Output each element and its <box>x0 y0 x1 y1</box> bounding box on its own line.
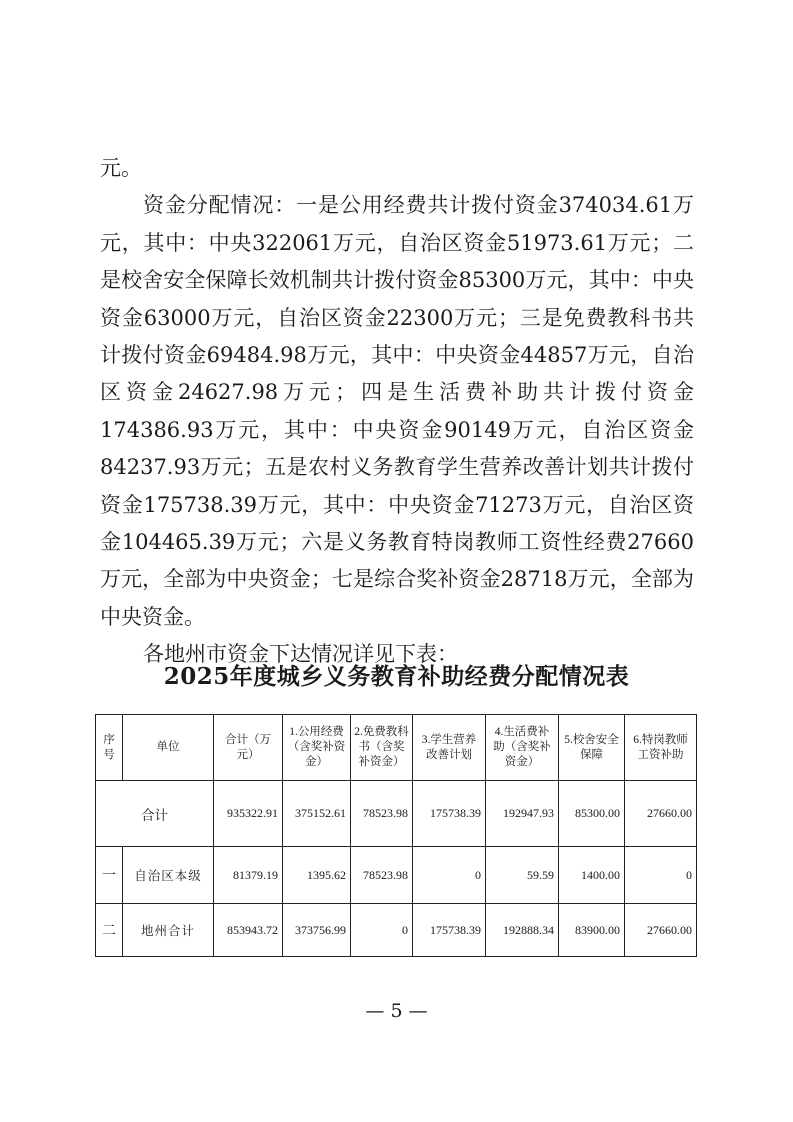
row-cell-nutrition-plan: 0 <box>413 847 486 904</box>
body-text <box>100 150 694 674</box>
page-number: — 5 — <box>365 1000 428 1022</box>
table-row <box>96 847 697 904</box>
table-row-total <box>96 781 697 847</box>
row-index: 一 <box>96 847 123 904</box>
table-header-row <box>96 715 697 781</box>
row-unit: 自治区本级 <box>123 847 214 904</box>
table-title: 2025年度城乡义务教育补助经费分配情况表 <box>163 663 630 690</box>
total-cell-nutrition-plan: 175738.39 <box>413 781 486 847</box>
header-nutrition-plan: 3.学生营养改善计划 <box>413 715 486 781</box>
row-cell-total: 853943.72 <box>214 904 283 957</box>
row-cell-free-textbooks: 0 <box>351 904 413 957</box>
total-cell-total: 935322.91 <box>214 781 283 847</box>
header-unit: 单位 <box>123 715 214 781</box>
total-cell-free-textbooks: 78523.98 <box>351 781 413 847</box>
row-unit: 地州合计 <box>123 904 214 957</box>
row-cell-school-safety: 1400.00 <box>559 847 625 904</box>
table-row <box>96 904 697 957</box>
header-special-teacher-pay: 6.特岗教师工资补助 <box>625 715 697 781</box>
total-cell-living-subsidy: 192947.93 <box>486 781 559 847</box>
total-label: 合计 <box>96 781 214 847</box>
row-cell-living-subsidy: 59.59 <box>486 847 559 904</box>
row-index: 二 <box>96 904 123 957</box>
header-public-funds: 1.公用经费（含奖补资金） <box>283 715 351 781</box>
header-free-textbooks: 2.免费教科书（含奖补资金） <box>351 715 413 781</box>
row-cell-public-funds: 1395.62 <box>283 847 351 904</box>
header-living-subsidy: 4.生活费补助（含奖补资金） <box>486 715 559 781</box>
allocation-table <box>95 714 697 957</box>
header-index: 序号 <box>96 715 123 781</box>
header-total: 合计（万元） <box>214 715 283 781</box>
row-cell-total: 81379.19 <box>214 847 283 904</box>
total-cell-school-safety: 85300.00 <box>559 781 625 847</box>
row-cell-public-funds: 373756.99 <box>283 904 351 957</box>
header-school-safety: 5.校舍安全保障 <box>559 715 625 781</box>
row-cell-special-teacher-pay: 0 <box>625 847 697 904</box>
row-cell-special-teacher-pay: 27660.00 <box>625 904 697 957</box>
total-cell-special-teacher-pay: 27660.00 <box>625 781 697 847</box>
row-cell-living-subsidy: 192888.34 <box>486 904 559 957</box>
row-cell-school-safety: 83900.00 <box>559 904 625 957</box>
total-cell-public-funds: 375152.61 <box>283 781 351 847</box>
row-cell-nutrition-plan: 175738.39 <box>413 904 486 957</box>
paragraph-fund-allocation: 资金分配情况：一是公用经费共计拨付资金374034.61万元，其中：中央322061万元，自治区资金51973.61万元；二是校舍安全保障长效机制共计拨付资金85300万元，其中：中央资金63000万元，自治区资金22300万元；三是免费教科书共计拨付资金69484.98万元，其中：中央资金44857万元，自治区资金24627.98万元；四是生活费补助共计拨付资金174386.93万元，其中：中央资金90149万元，自治区资金84237.93万元；五是农村义务教育学生营养改善计划共计拨付资金175738.39万元，其中：中央资金71273万元，自治区资金104465.39万元；六是义务教育特岗教师工资性经费27660万元，全部为中央资金；七是综合奖补资金28718万元，全部为中央资金。 <box>100 193 694 629</box>
paragraph-table-intro: 各地州市资金下达情况详见下表： <box>143 642 458 667</box>
paragraph-continuation: 元。 <box>100 156 142 180</box>
row-cell-free-textbooks: 78523.98 <box>351 847 413 904</box>
